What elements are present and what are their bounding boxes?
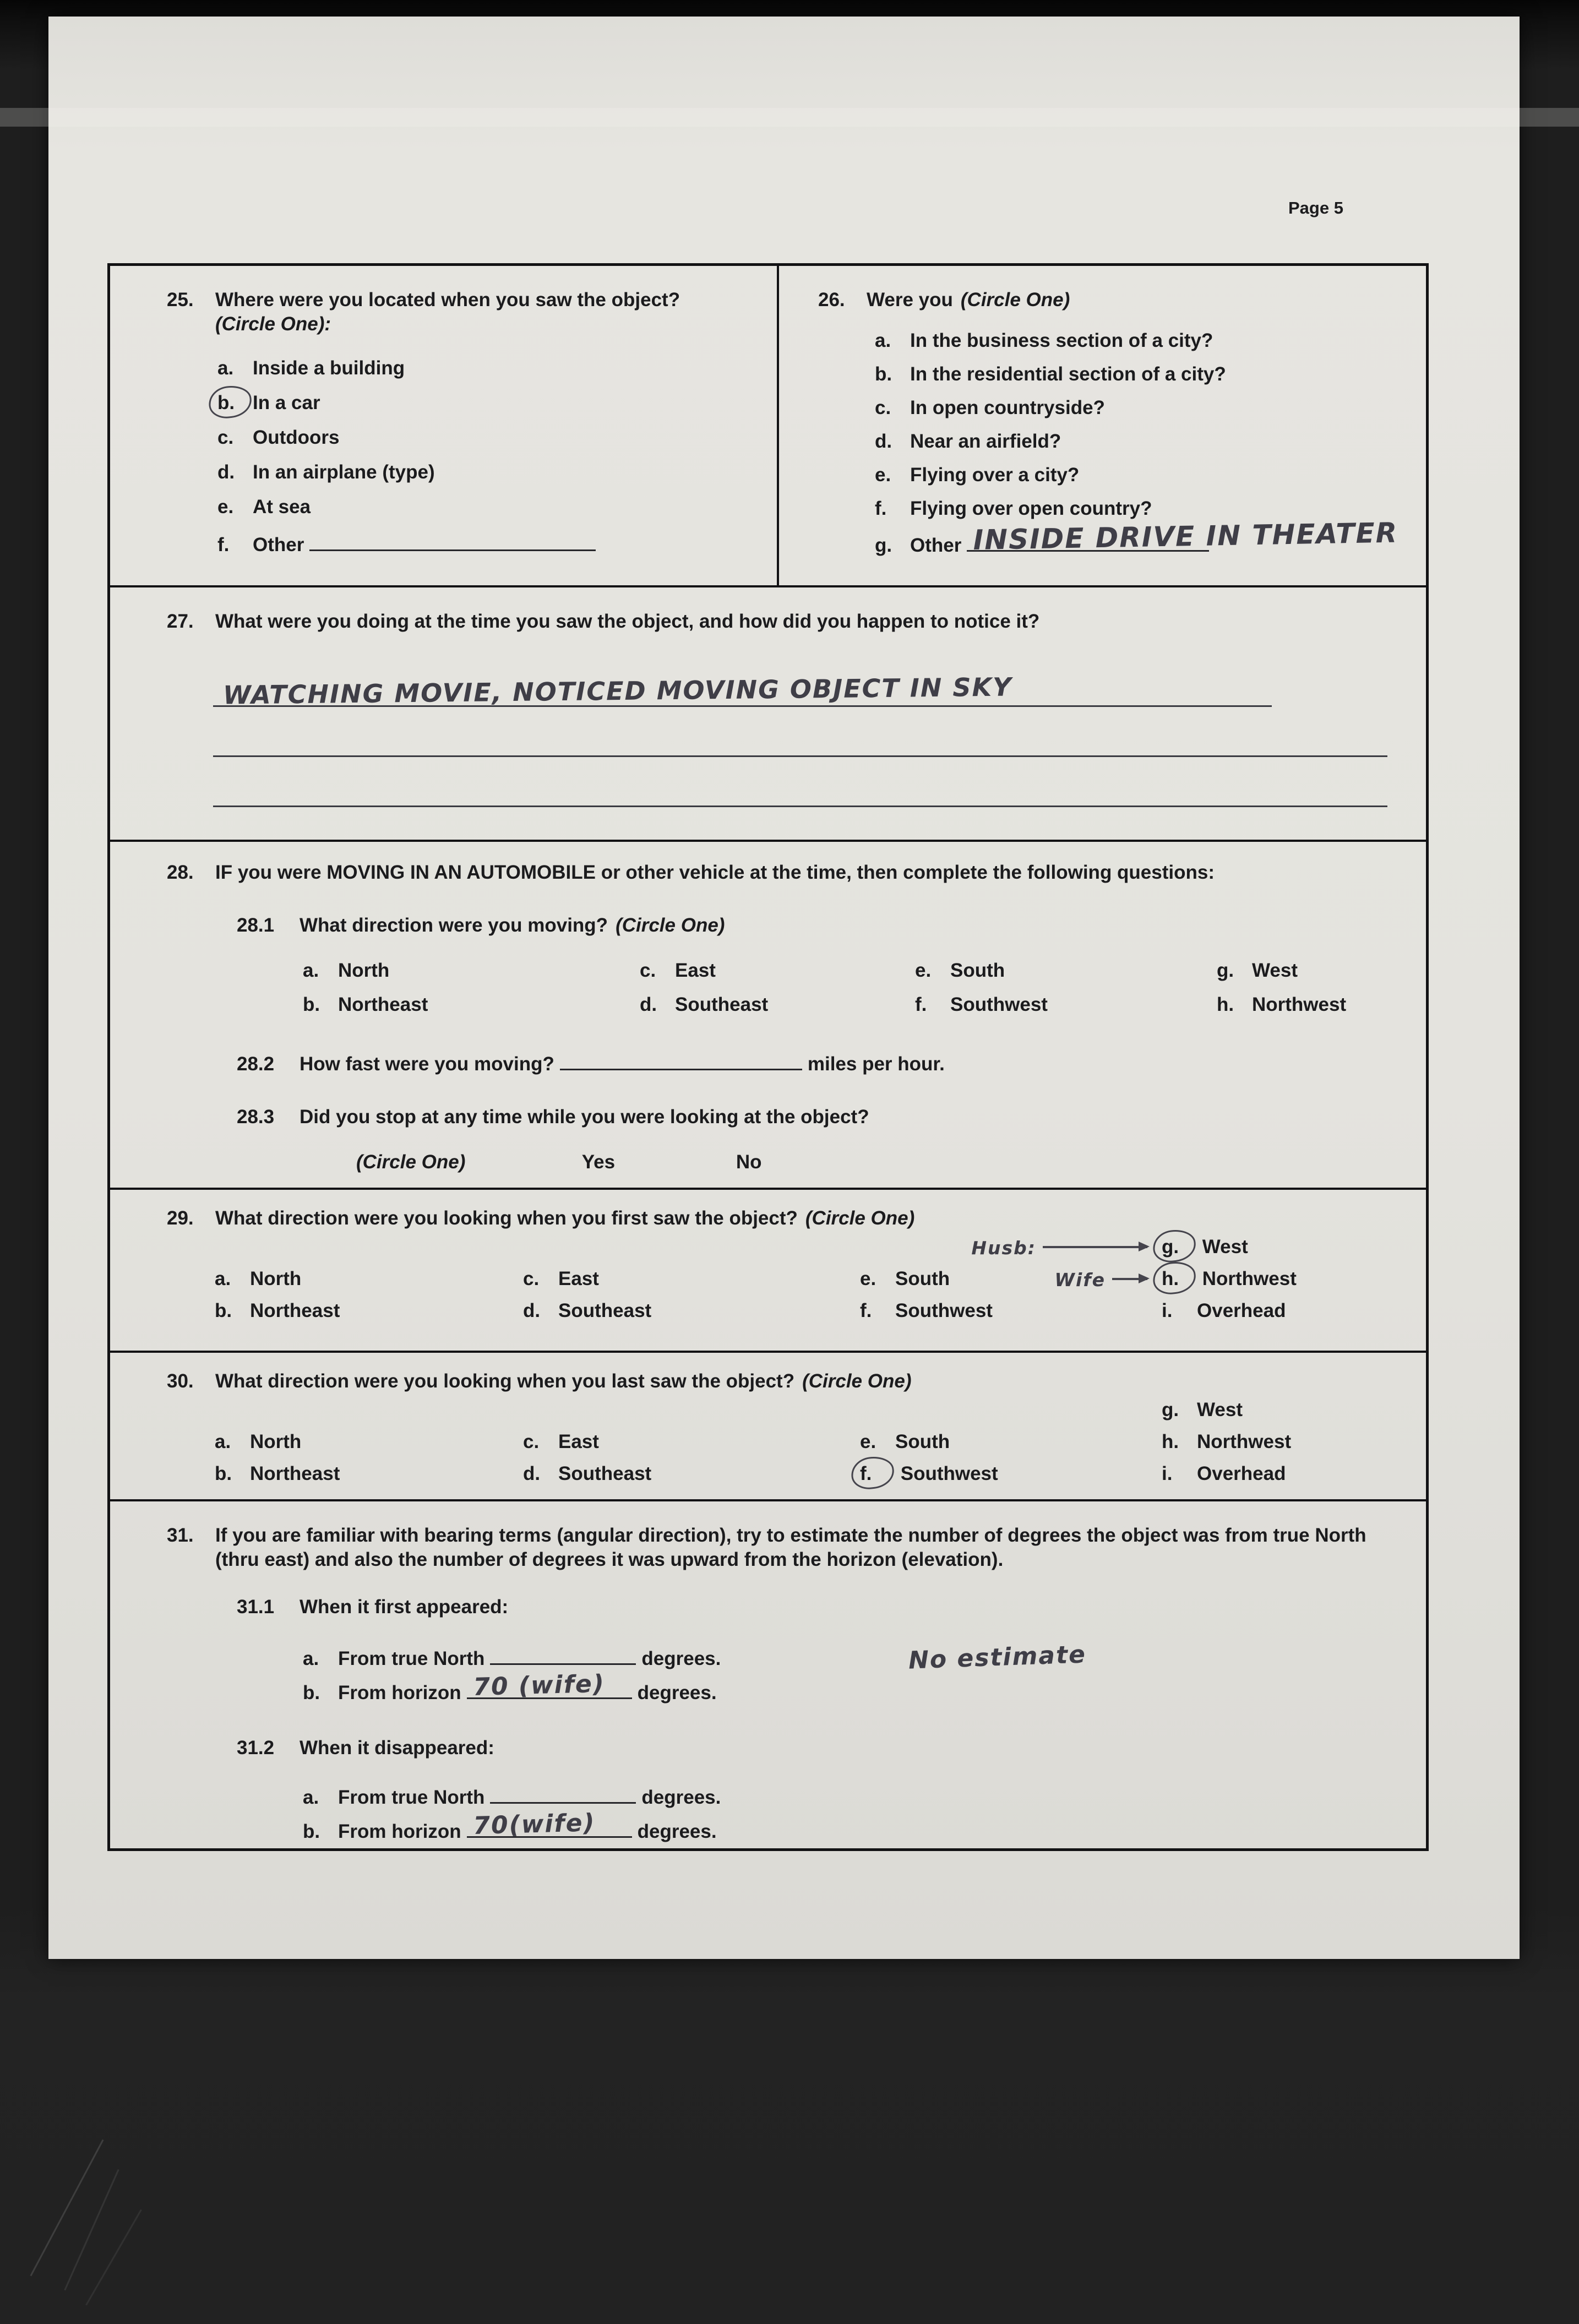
option-letter: h. (1162, 1431, 1179, 1452)
direction-option (640, 959, 915, 983)
option-letter: e. (860, 1431, 876, 1452)
question-27 (110, 585, 1426, 840)
q30-direction-grid (215, 1398, 1415, 1486)
option-label: East (558, 1431, 599, 1452)
handwritten-wife-note: Wife (1054, 1269, 1106, 1291)
direction-option (860, 1299, 1162, 1323)
option-letter: e. (217, 496, 234, 518)
option-letter: a. (215, 1268, 231, 1289)
question-26 (779, 266, 1426, 585)
direction-option (523, 1299, 860, 1323)
direction-option (215, 1462, 523, 1486)
option-label: South (895, 1431, 950, 1452)
option-label: North (250, 1268, 302, 1289)
item-label: From true North (338, 1787, 485, 1808)
option-letter: g. (875, 535, 892, 556)
option-letter: a. (303, 1787, 319, 1808)
option-label: Southeast (558, 1300, 652, 1321)
option-letter: a. (303, 960, 319, 981)
hand-circle-annotation (860, 1462, 895, 1486)
question-31 (110, 1499, 1426, 1848)
option-label: Other (253, 534, 304, 556)
q29-direction-grid (215, 1235, 1415, 1323)
handwritten-no-estimate-note: No estimate (908, 1640, 1087, 1675)
direction-option (1162, 1299, 1415, 1323)
handwritten-70-wife: 70(wife) (472, 1809, 596, 1840)
q26-option-e (875, 463, 1426, 497)
direction-option (523, 1267, 860, 1291)
option-label: West (1202, 1236, 1248, 1258)
wife-annotation (1055, 1268, 1157, 1292)
option-letter: a. (303, 1648, 319, 1669)
scanned-form-page (48, 17, 1520, 1959)
q28-1-question-text: What direction were you moving? (300, 915, 608, 936)
direction-option (860, 1430, 1162, 1454)
handwritten-husband-note: Husb: (971, 1237, 1036, 1259)
option-label: North (250, 1431, 302, 1452)
q25-option-c (217, 426, 771, 460)
answer-line-1 (213, 672, 1272, 710)
option-letter: i. (1162, 1463, 1173, 1484)
option-label: Other (910, 535, 962, 556)
option-label: South (950, 960, 1005, 981)
option-letter: a. (215, 1431, 231, 1452)
item-label: From true North (338, 1648, 485, 1669)
degrees-suffix: degrees. (637, 1821, 717, 1842)
option-label: Near an airfield? (910, 431, 1061, 452)
scratch-mark (64, 2169, 119, 2290)
option-letter: c. (523, 1431, 540, 1452)
direction-option (1162, 1430, 1415, 1454)
q25-question-text: Where were you located when you saw the object? (215, 289, 680, 311)
option-label: South (895, 1268, 950, 1289)
option-label: Northeast (338, 994, 428, 1015)
hand-circle-annotation (1162, 1235, 1197, 1259)
option-label: West (1252, 960, 1298, 981)
degrees-suffix: degrees. (637, 1682, 717, 1703)
option-letter: c. (875, 397, 891, 418)
q26-question-text: Were you (867, 289, 953, 311)
q28-3-number: 28.3 (237, 1106, 275, 1128)
q26-number: 26. (818, 289, 845, 311)
q28-number: 28. (167, 862, 194, 883)
direction-option (215, 1267, 523, 1291)
option-label: At sea (253, 496, 311, 518)
hand-arrow-icon (1043, 1246, 1147, 1248)
option-label: West (1197, 1399, 1243, 1420)
option-letter: a. (217, 357, 234, 379)
q28-2-question-text: How fast were you moving? (300, 1053, 554, 1075)
hand-arrow-icon (1112, 1278, 1147, 1280)
q31-2-true-north-blank (490, 1782, 636, 1804)
option-letter: g. (1162, 1399, 1179, 1420)
option-label: In an airplane (type) (253, 461, 435, 483)
option-label: In the residential section of a city? (910, 363, 1226, 385)
answer-line-3 (213, 757, 1387, 807)
q28-3-circle-one-row (356, 1150, 1415, 1174)
option-label: Northeast (250, 1463, 340, 1484)
q28-2-suffix: miles per hour. (807, 1053, 945, 1075)
q31-1-true-north-blank (490, 1643, 636, 1665)
q31-2-number: 31.2 (237, 1737, 275, 1759)
q31-2-horizon-blank (467, 1809, 632, 1840)
q28-direction-grid (303, 959, 1415, 1017)
handwritten-70-wife: 70 (wife) (472, 1669, 606, 1701)
option-letter: f. (875, 498, 887, 519)
option-letter: f. (860, 1300, 872, 1321)
hand-circle-annotation (217, 391, 253, 415)
q25-option-d (217, 460, 771, 495)
question-29 (110, 1188, 1426, 1351)
option-label: Northwest (1197, 1431, 1292, 1452)
q28-question-text: IF you were MOVING IN AN AUTOMOBILE or other vehicle at the time, then complete the following questions: (215, 862, 1215, 883)
husband-annotation (971, 1236, 1157, 1260)
option-label: Southeast (558, 1463, 652, 1484)
option-letter: d. (640, 994, 657, 1015)
option-label: In open countryside? (910, 397, 1105, 418)
direction-option (303, 959, 640, 983)
q31-1-label: When it first appeared: (300, 1596, 509, 1618)
question-30 (110, 1351, 1426, 1499)
option-letter: e. (915, 960, 932, 981)
q31-2-item-b (303, 1809, 1409, 1844)
option-label: Overhead (1197, 1463, 1286, 1484)
option-letter: d. (523, 1463, 541, 1484)
section-q25-q26 (110, 266, 1426, 585)
option-letter: e. (875, 464, 891, 486)
option-letter: b. (303, 1682, 320, 1703)
q28-2-number: 28.2 (237, 1053, 275, 1075)
q29-number: 29. (167, 1207, 194, 1229)
q25-options (167, 356, 771, 564)
q25-option-a (217, 356, 771, 391)
scratch-mark (30, 2140, 104, 2277)
questionnaire-box (107, 263, 1429, 1851)
q31-number: 31. (167, 1525, 194, 1546)
q31-question-text: If you are familiar with bearing terms (angular direction), try to estimate the number of degrees the object was from true North (thru east) and also the number of degrees it was upward from the horizon (elevation). (215, 1525, 1366, 1570)
option-letter: c. (640, 960, 656, 981)
option-letter: d. (217, 461, 235, 483)
option-letter: c. (217, 427, 234, 448)
option-letter: a. (875, 330, 891, 351)
answer-line-2 (213, 707, 1387, 757)
degrees-suffix: degrees. (641, 1787, 721, 1808)
direction-option (215, 1299, 523, 1323)
direction-option (523, 1430, 860, 1454)
direction-option (640, 993, 915, 1017)
q29-circle-one-note: (Circle One) (805, 1207, 915, 1229)
option-letter: f. (860, 1463, 872, 1484)
option-label: Northwest (1252, 994, 1347, 1015)
option-letter: e. (860, 1268, 876, 1289)
q31-2-label: When it disappeared: (300, 1737, 494, 1759)
direction-option (1162, 1462, 1415, 1486)
direction-option (1217, 959, 1415, 983)
option-letter: f. (915, 994, 927, 1015)
q27-answer-lines (213, 672, 1409, 807)
q26-other-blank-line (967, 516, 1399, 556)
q28-3-circle-one-note: (Circle One) (356, 1151, 466, 1173)
option-label: Outdoors (253, 427, 340, 448)
direction-option (915, 959, 1217, 983)
page-number-label: Page 5 (1288, 198, 1343, 217)
option-letter: d. (523, 1300, 541, 1321)
q27-question-text: What were you doing at the time you saw the object, and how did you happen to notice it? (215, 611, 1040, 632)
q28-1-number: 28.1 (237, 915, 275, 936)
item-label: From horizon (338, 1682, 461, 1703)
option-label: In the business section of a city? (910, 330, 1213, 351)
direction-option (1217, 993, 1415, 1017)
q29-question-text: What direction were you looking when you first saw the object? (215, 1207, 798, 1229)
direction-option (215, 1430, 523, 1454)
option-letter: g. (1217, 960, 1234, 981)
item-label: From horizon (338, 1821, 461, 1842)
q28-3-yes-option: Yes (581, 1151, 616, 1173)
q27-number: 27. (167, 611, 194, 632)
option-letter: b. (217, 392, 235, 413)
option-letter: b. (875, 363, 892, 385)
handwritten-answer-drive-in-theater: INSIDE DRIVE IN THEATER (973, 516, 1399, 556)
q26-option-a (875, 329, 1426, 362)
q26-option-g-other (875, 516, 1426, 564)
q28-3-question-text: Did you stop at any time while you were looking at the object? (300, 1106, 869, 1128)
option-label: Flying over open country? (910, 498, 1152, 519)
q25-number: 25. (167, 289, 194, 311)
option-label: Overhead (1197, 1300, 1286, 1321)
option-letter: b. (303, 1821, 320, 1842)
option-label: Southwest (950, 994, 1048, 1015)
option-letter: b. (215, 1300, 232, 1321)
option-letter: g. (1162, 1236, 1179, 1258)
q29-option-g-west-circled (971, 1235, 1415, 1259)
q25-option-e (217, 495, 771, 530)
q29-option-h-northwest-circled (1054, 1267, 1415, 1291)
q26-option-c (875, 396, 1426, 429)
option-label: Northwest (1202, 1268, 1297, 1289)
option-label: Northeast (250, 1300, 340, 1321)
option-letter: f. (217, 534, 230, 556)
option-letter: b. (215, 1463, 232, 1484)
q25-option-f-other (217, 530, 771, 564)
q31-1-item-a (303, 1640, 1409, 1675)
question-25 (110, 266, 779, 585)
q25-other-blank-line (309, 530, 596, 551)
q30-number: 30. (167, 1370, 194, 1392)
option-label: Southwest (900, 1463, 998, 1484)
hand-circle-annotation (1162, 1267, 1197, 1291)
q31-1-item-b (303, 1669, 1409, 1705)
q30-option-f-southwest-circled (860, 1462, 1162, 1486)
q26-options (818, 329, 1426, 564)
q25-option-b-circled (217, 391, 771, 426)
handwritten-answer-watching-movie: WATCHING MOVIE, NOTICED MOVING OBJECT IN SKY (222, 672, 1012, 710)
option-letter: h. (1162, 1268, 1179, 1289)
q26-option-b (875, 362, 1426, 396)
option-label: In a car (253, 392, 320, 413)
q28-2-speed-blank-line (560, 1049, 802, 1070)
option-letter: c. (523, 1268, 540, 1289)
direction-option (915, 993, 1217, 1017)
option-label: Inside a building (253, 357, 405, 379)
option-label: Southwest (895, 1300, 993, 1321)
option-letter: i. (1162, 1300, 1173, 1321)
direction-option (523, 1462, 860, 1486)
q31-1-number: 31.1 (237, 1596, 275, 1618)
q28-3-no-option: No (736, 1151, 762, 1173)
q30-question-text: What direction were you looking when you last saw the object? (215, 1370, 795, 1392)
option-label: East (558, 1268, 599, 1289)
degrees-suffix: degrees. (641, 1648, 721, 1669)
q30-option-g-west (1162, 1398, 1415, 1422)
question-28 (110, 840, 1426, 1188)
option-label: East (675, 960, 716, 981)
q30-circle-one-note: (Circle One) (802, 1370, 912, 1392)
option-label: North (338, 960, 390, 981)
q26-circle-one-note: (Circle One) (960, 289, 1070, 311)
option-letter: b. (303, 994, 320, 1015)
q25-circle-one-note: (Circle One): (215, 313, 331, 335)
option-letter: h. (1217, 994, 1234, 1015)
option-label: Flying over a city? (910, 464, 1080, 486)
option-letter: d. (875, 431, 892, 452)
q31-1-horizon-blank (467, 1669, 632, 1701)
q31-2-item-a (303, 1782, 1409, 1810)
option-label: Southeast (675, 994, 769, 1015)
q28-1-circle-one-note: (Circle One) (616, 915, 725, 936)
direction-option (303, 993, 640, 1017)
q26-option-d (875, 429, 1426, 463)
